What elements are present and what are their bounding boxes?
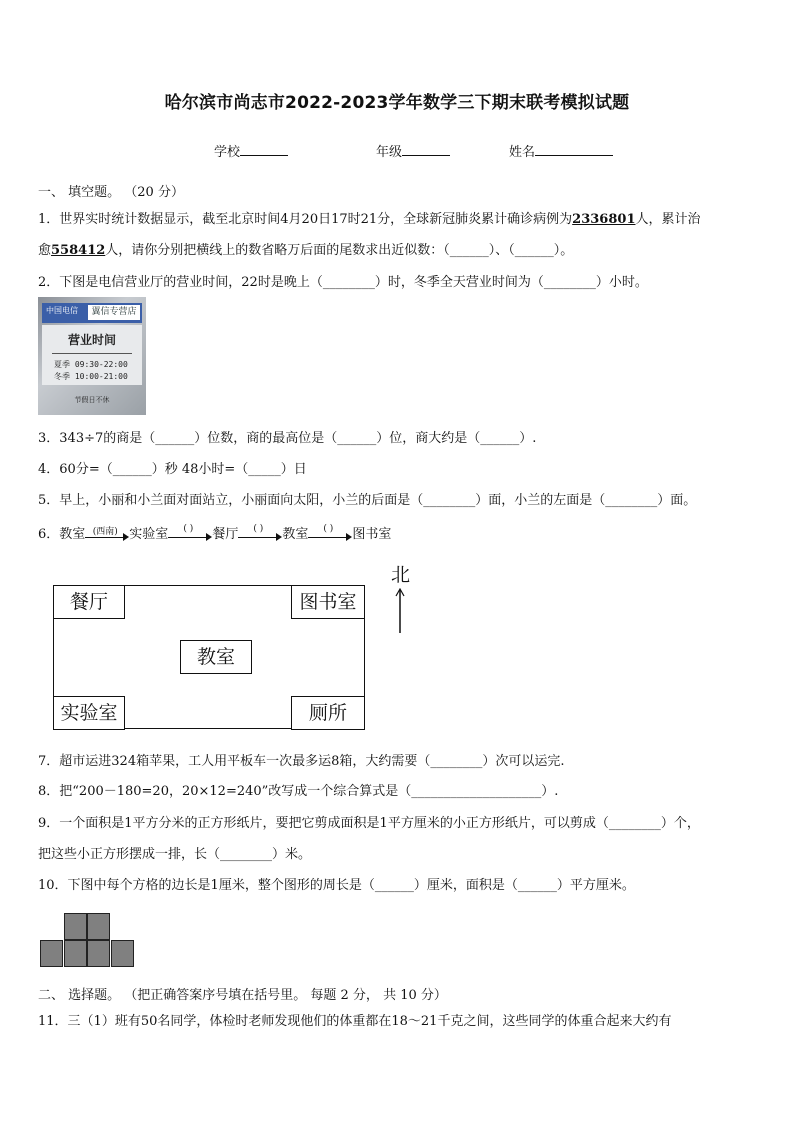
question-7: 7．超市运进324箱苹果，工人用平板车一次最多运8箱，大约需要（________）次可以运完. <box>38 754 565 769</box>
route-place-1: 教室 <box>59 527 86 542</box>
sign-panel <box>42 325 142 385</box>
question-2: 2．下图是电信营业厅的营业时间，22时是晚上（________）时，冬季全天营业时间为（________）小时。 <box>38 275 648 290</box>
q1-text-a: 1．世界实时统计数据显示，截至北京时间4月20日17时21分，全球新冠肺炎累计确诊病例为 <box>38 212 573 227</box>
map-room-library: 图书室 <box>291 585 365 619</box>
route-arrow-3 <box>238 523 282 542</box>
sign-summer-hours: 夏季 09:30-22:00 <box>54 360 128 369</box>
route-arrow-1 <box>85 528 129 542</box>
route-place-3: 餐厅 <box>212 527 239 542</box>
question-9-line-1: 9．一个面积是1平方分米的正方形纸片，要把它剪成面积是1平方厘米的小正方形纸片，可以剪成（________）个， <box>38 816 700 831</box>
grade-label: 年级 <box>376 145 403 160</box>
q6-number: 6． <box>38 527 60 542</box>
route-place-2: 实验室 <box>129 527 169 542</box>
question-4: 4．60分=（______）秒 48小时=（_____）日 <box>38 462 307 477</box>
grade-blank <box>402 143 450 156</box>
map-room-lab: 实验室 <box>53 696 125 730</box>
grid-square <box>40 940 63 967</box>
name-label: 姓名 <box>509 145 536 160</box>
map-room-toilet: 厕所 <box>291 696 365 730</box>
grid-square <box>87 940 110 967</box>
grid-square <box>64 940 87 967</box>
sign-divider <box>52 353 132 354</box>
grade-field <box>376 141 450 160</box>
question-3: 3．343÷7的商是（______）位数，商的最高位是（______）位，商大约是（______）. <box>38 431 537 446</box>
question-5: 5．早上，小丽和小兰面对面站立，小丽面向太阳，小兰的后面是（________）面，小兰的左面是（________）面。 <box>38 493 697 508</box>
q1-text-b: 人，累计治 <box>635 212 701 227</box>
grid-square <box>111 940 134 967</box>
question-9-line-2: 把这些小正方形摆成一排，长（________）米。 <box>38 847 312 862</box>
sign-winter-hours: 冬季 10:00-21:00 <box>54 372 128 381</box>
sign-header <box>42 303 142 323</box>
question-1-line-1 <box>38 208 701 227</box>
business-hours-sign-image <box>38 297 146 415</box>
question-1-line-2 <box>38 239 573 258</box>
q1-text-d: 人，请你分别把横线上的数省略万后面的尾数求出近似数：（______）、（______）。 <box>105 243 574 258</box>
route-arrow-2 <box>168 523 212 542</box>
page-title: 哈尔滨市尚志市2022-2023学年数学三下期末联考模拟试题 <box>164 93 630 113</box>
q1-number-1: 2336801 <box>572 212 636 227</box>
question-8: 8．把“200－180=20，20×12=240”改写成一个综合算式是（____________________）. <box>38 784 559 799</box>
north-arrow-icon <box>395 588 405 633</box>
route-arrow-4 <box>308 523 352 542</box>
q1-number-2: 558412 <box>51 243 106 258</box>
section-1-heading: 一、 填空题。 （20 分） <box>38 185 184 200</box>
question-6-route <box>38 523 391 542</box>
sign-heading: 营业时间 <box>67 333 116 347</box>
map-room-canteen: 餐厅 <box>53 585 125 619</box>
school-label: 学校 <box>214 145 241 160</box>
school-map <box>53 585 365 729</box>
route-arrow-label-4: ( ) <box>323 523 334 534</box>
q1-text-c: 愈 <box>38 243 52 258</box>
route-arrow-label-2: ( ) <box>183 523 194 534</box>
route-place-4: 教室 <box>282 527 309 542</box>
route-arrow-label-3: ( ) <box>253 523 264 534</box>
grid-square <box>64 913 87 940</box>
question-11: 11．三（1）班有50名同学，体检时老师发现他们的体重都在18～21千克之间，这些同学的体重合起来大约有 <box>38 1014 672 1029</box>
route-place-5: 图书室 <box>352 527 392 542</box>
route-arrow-label-1: (西南) <box>92 526 118 537</box>
sign-footer: 节假日不休 <box>74 396 110 404</box>
name-field <box>509 141 613 160</box>
name-blank <box>535 143 613 156</box>
question-10: 10．下图中每个方格的边长是1厘米，整个图形的周长是（______）厘米，面积是（______）平方厘米。 <box>38 878 635 893</box>
school-field <box>214 141 288 160</box>
school-blank <box>240 143 288 156</box>
north-label: 北 <box>391 564 411 586</box>
grid-square <box>87 913 110 940</box>
map-room-classroom: 教室 <box>180 640 252 674</box>
section-2-heading: 二、 选择题。 （把正确答案序号填在括号里。 每题 2 分， 共 10 分） <box>38 988 447 1003</box>
telecom-logo: 中国电信 <box>46 306 78 315</box>
store-name: 翼信专营店 <box>88 305 140 320</box>
square-grid-figure <box>40 913 138 969</box>
